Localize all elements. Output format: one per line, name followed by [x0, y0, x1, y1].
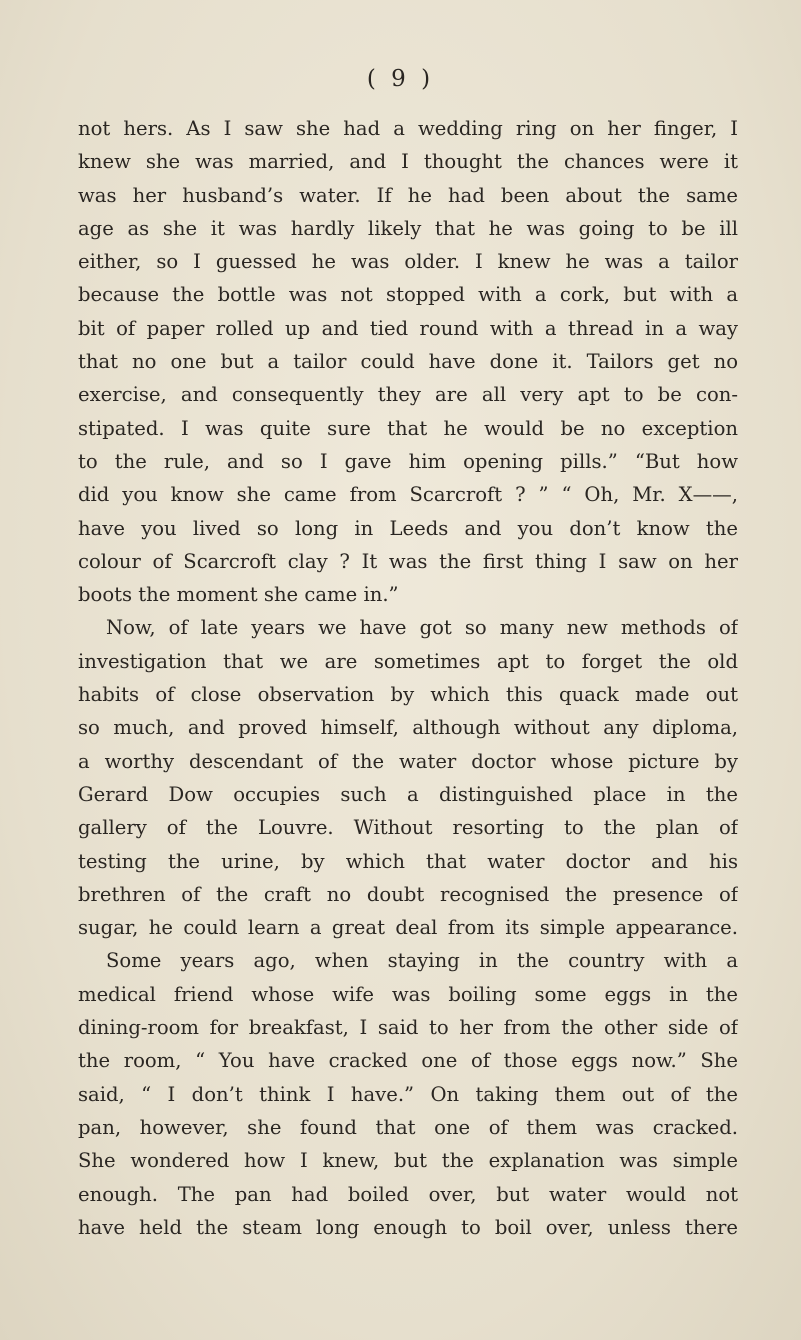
page-number: ( 9 ): [366, 66, 435, 92]
text-line: because the bottle was not stopped with a cork, but with a: [78, 283, 738, 307]
text-line: either, so I guessed he was older. I knew he was a tailor: [78, 250, 738, 274]
text-line: age as she it was hardly likely that he was going to be ill: [78, 216, 738, 240]
text-line: knew she was married, and I thought the chances were it: [78, 150, 738, 174]
text-line: did you know she came from Scarcroft ? ” “ Oh, Mr. X——,: [78, 483, 738, 507]
text-line: that no one but a tailor could have done it. Tailors get no: [78, 350, 738, 374]
text-line: medical friend whose wife was boiling some eggs in the: [78, 982, 738, 1006]
text-line: brethren of the craft no doubt recognised the presence of: [78, 882, 738, 906]
text-line: She wondered how I knew, but the explanation was simple: [78, 1149, 738, 1173]
text-line: have you lived so long in Leeds and you don’t know the: [78, 516, 738, 540]
text-line: bit of paper rolled up and tied round with a thread in a way: [78, 316, 738, 340]
text-line: stipated. I was quite sure that he would be no exception: [78, 416, 738, 440]
text-line: not hers. As I saw she had a wedding ring on her finger, I: [78, 117, 738, 140]
text-line: the room, “ You have cracked one of those eggs now.” She: [78, 1049, 738, 1073]
text-line: dining-room for breakfast, I said to her from the other side of: [78, 1016, 738, 1040]
text-line: investigation that we are sometimes apt to forget the old: [78, 649, 738, 673]
text-line: pan, however, she found that one of them was cracked.: [78, 1115, 738, 1139]
text-line: Now, of late years we have got so many new methods of: [106, 616, 738, 640]
text-line: gallery of the Louvre. Without resorting to the plan of: [78, 816, 738, 840]
text-line: colour of Scarcroft clay ? It was the first thing I saw on her: [78, 549, 738, 573]
text-line: habits of close observation by which this quack made out: [78, 683, 738, 707]
text-line: so much, and proved himself, although without any diploma,: [78, 716, 738, 740]
text-line: said, “ I don’t think I have.” On taking them out of the: [78, 1082, 738, 1106]
text-line: testing the urine, by which that water doctor and his: [78, 849, 738, 873]
text-line: was her husband’s water. If he had been about the same: [78, 183, 738, 207]
text-line: boots the moment she came in.”: [78, 583, 399, 607]
text-line: Gerard Dow occupies such a distinguished place in the: [78, 782, 738, 806]
text-line: exercise, and consequently they are all very apt to be con-: [78, 383, 738, 407]
text-line: sugar, he could learn a great deal from its simple appearance.: [78, 916, 738, 940]
text-line: have held the steam long enough to boil over, unless there: [78, 1215, 738, 1239]
text-line: enough. The pan had boiled over, but water would not: [78, 1182, 738, 1206]
text-line: a worthy descendant of the water doctor whose picture by: [78, 749, 738, 773]
body-text: [78, 112, 738, 1244]
text-line: Some years ago, when staying in the country with a: [106, 949, 738, 973]
text-line: to the rule, and so I gave him opening pills.” “But how: [78, 449, 738, 473]
